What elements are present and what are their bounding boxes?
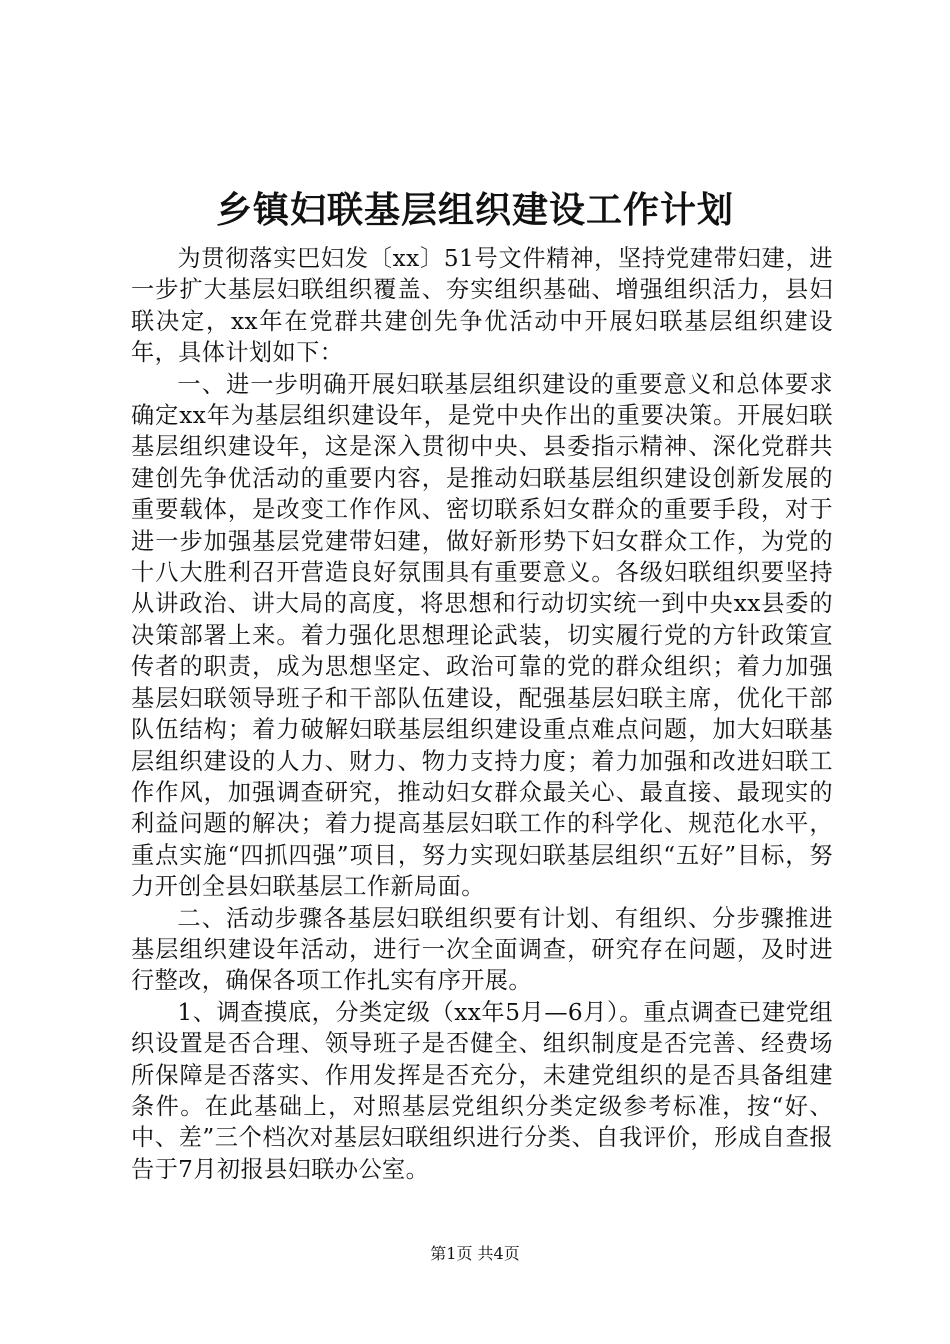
paragraph-step-1: 1、调查摸底，分类定级（xx年5月—6月）。重点调查已建党组织设置是否合理、领导班子是否健全、组织制度是否完善、经费场所保障是否落实、作用发挥是否充分，未建党组织的是否具备组建条件。在此基础上，对照基层党组织分类定级参考标准，按“好、中、差”三个档次对基层妇联组织进行分类、自我评价，形成自查报告于7月初报县妇联办公室。 [131, 998, 833, 1183]
document-title: 乡镇妇联基层组织建设工作计划 [215, 189, 734, 231]
paragraph-section-2: 二、活动步骤各基层妇联组织要有计划、有组织、分步骤推进基层组织建设年活动，进行一次全面调查，研究存在问题，及时进行整改，确保各项工作扎实有序开展。 [131, 904, 833, 995]
paragraph-intro: 为贯彻落实巴妇发〔xx〕51号文件精神，坚持党建带妇建，进一步扩大基层妇联组织覆盖、夯实组织基础、增强组织活力，县妇联决定，xx年在党群共建创先争优活动中开展妇联基层组织建设年，具体计划如下： [131, 245, 833, 367]
paragraph-section-1: 一、进一步明确开展妇联基层组织建设的重要意义和总体要求确定xx年为基层组织建设年，是党中央作出的重要决策。开展妇联基层组织建设年，这是深入贯彻中央、县委指示精神、深化党群共建创先争优活动的重要内容，是推动妇联基层组织建设创新发展的重要载体，是改变工作作风、密切联系妇女群众的重要手段，对于进一步加强基层党建带妇建，做好新形势下妇女群众工作，为党的十八大胜利召开营造良好氛围具有重要意义。各级妇联组织要坚持从讲政治、讲大局的高度，将思想和行动切实统一到中央xx县委的决策部署上来。着力强化思想理论武装，切实履行党的方针政策宣传者的职责，成为思想坚定、政治可靠的党的群众组织；着力加强基层妇联领导班子和干部队伍建设，配强基层妇联主席，优化干部队伍结构；着力破解妇联基层组织建设重点难点问题，加大妇联基层组织建设的人力、财力、物力支持力度；着力加强和改进妇联工作作风，加强调查研究，推动妇女群众最关心、最直接、最现实的利益问题的解决；着力提高基层妇联工作的科学化、规范化水平，重点实施“四抓四强”项目，努力实现妇联基层组织“五好”目标，努力开创全县妇联基层工作新局面。 [131, 370, 833, 901]
document-body [131, 243, 833, 1185]
page-footer: 第1页 共4页 [430, 1244, 520, 1263]
